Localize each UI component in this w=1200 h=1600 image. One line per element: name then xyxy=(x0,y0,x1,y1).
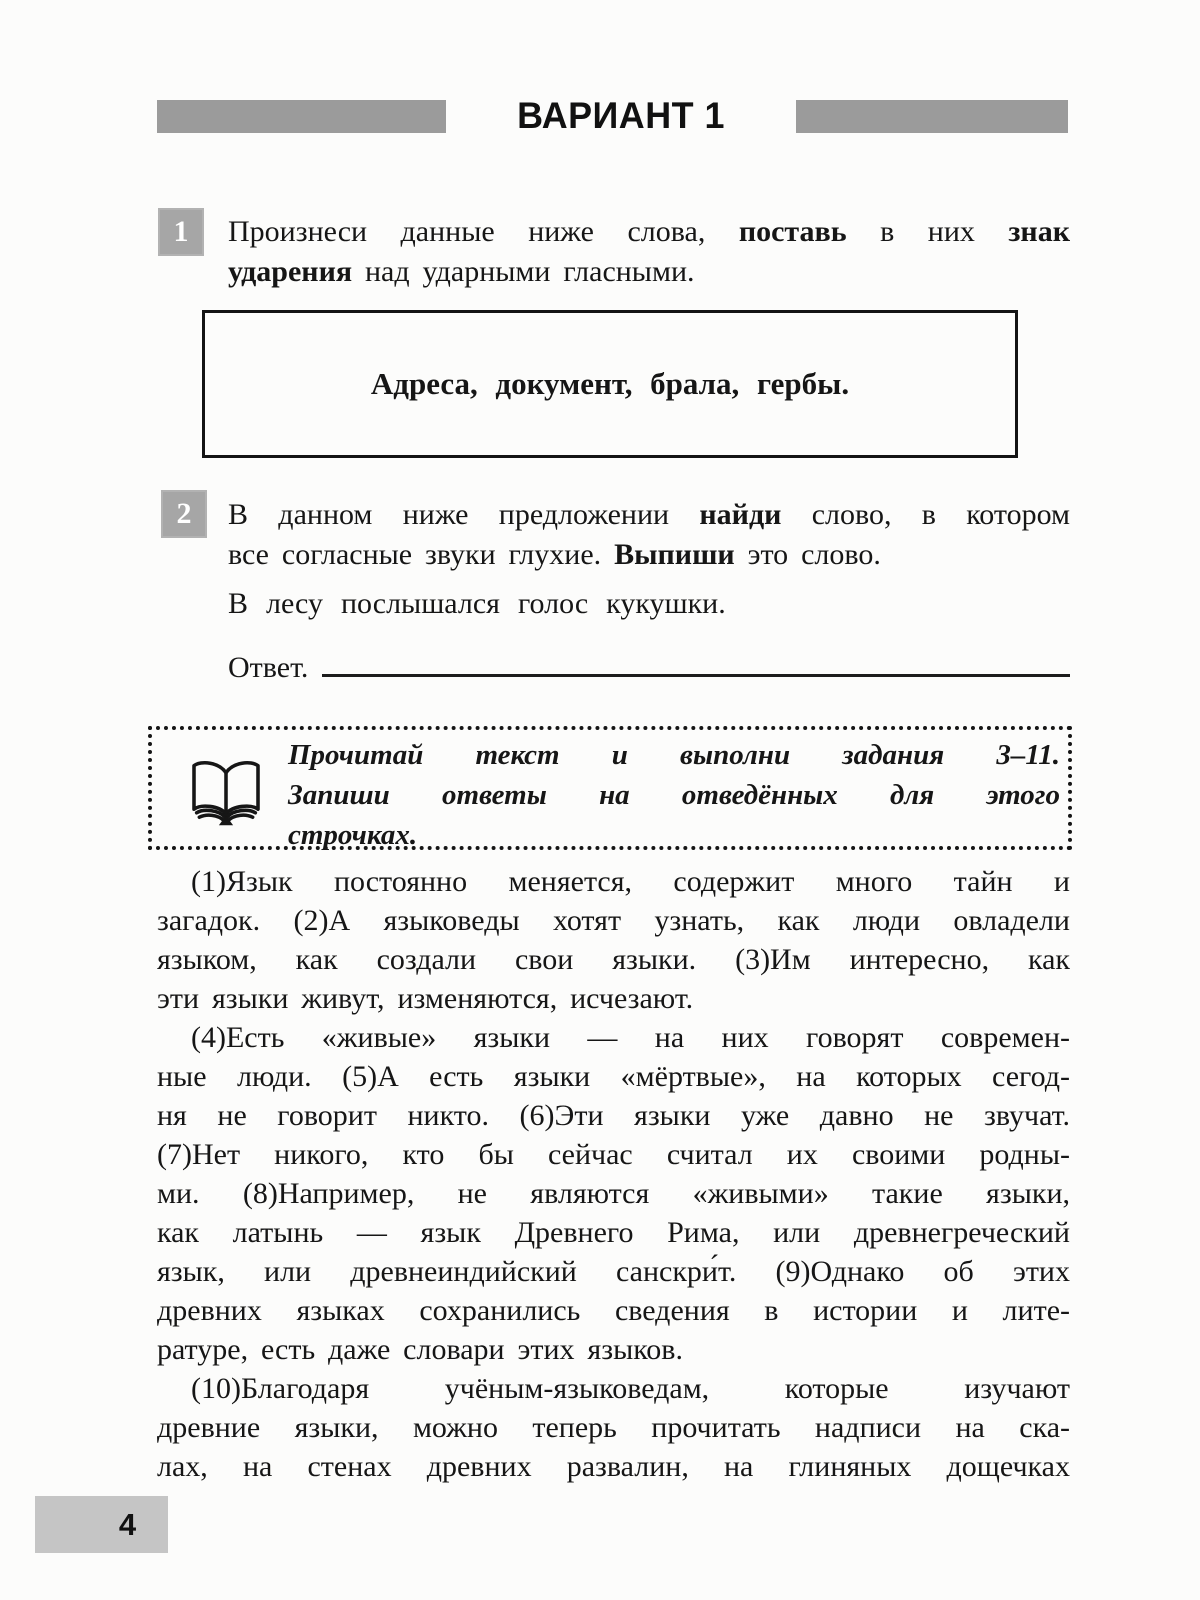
prompt-text: В данном ниже предложении xyxy=(228,498,670,531)
text-line: ми. (8)Например, не являются «живыми» такие языки, xyxy=(157,1177,1070,1210)
text-line: (1)Язык постоянно меняется, содержит много тайн и xyxy=(191,865,1070,898)
prompt-bold-text: Выпиши xyxy=(614,538,735,571)
instruction-line: строчках. xyxy=(288,819,418,851)
text-line: язык, или древнеиндийский санскри́т. (9)Однако об этих xyxy=(157,1255,1070,1288)
page-header xyxy=(157,95,1068,137)
answer-blank-line xyxy=(322,647,1070,677)
reading-text xyxy=(157,862,1070,1486)
task-2-sentence: В лесу послышался голос кукушки. xyxy=(228,587,726,620)
page-number-box xyxy=(35,1496,168,1553)
instruction-box xyxy=(148,726,1072,850)
header-bar-left xyxy=(157,100,446,133)
instruction-line: Прочитай текст и выполни задания 3–11. xyxy=(288,739,1060,771)
words-box-text: Адреса, документ, брала, гербы. xyxy=(370,366,850,401)
prompt-bold-text: найди xyxy=(699,498,782,531)
prompt-bold-text: ударения xyxy=(228,255,353,288)
prompt-text: Произнеси данные ниже слова, xyxy=(228,215,706,248)
prompt-bold-text: знак xyxy=(1008,215,1071,248)
prompt-text: слово, в котором xyxy=(811,498,1071,531)
text-line: древних языках сохранились сведения в истории и лите- xyxy=(157,1294,1070,1327)
header-bar-right xyxy=(796,100,1068,133)
text-line: эти языки живут, изменяются, исчезают. xyxy=(157,982,694,1015)
text-line: ратуре, есть даже словари этих языков. xyxy=(157,1333,683,1366)
text-line: (4)Есть «живые» языки — на них говорят современ- xyxy=(191,1021,1070,1054)
text-line: ные люди. (5)А есть языки «мёртвые», на которых сегод- xyxy=(157,1060,1070,1093)
text-line: (10)Благодаря учёным-языковедам, которые изучают xyxy=(191,1372,1070,1405)
prompt-text: в них xyxy=(880,215,975,248)
prompt-bold-text: поставь xyxy=(738,215,847,248)
instruction-line: Запиши ответы на отведённых для этого xyxy=(288,779,1060,811)
task-1-prompt-line-1 xyxy=(228,212,1070,252)
text-line: (7)Нет никого, кто бы сейчас считал их своими родны- xyxy=(157,1138,1070,1171)
text-line: как латынь — язык Древнего Рима, или древнегреческий xyxy=(157,1216,1070,1249)
prompt-text: над ударными гласными. xyxy=(365,255,695,288)
task-1-number-badge: 1 xyxy=(158,208,204,256)
text-line: лах, на стенах древних развалин, на глиняных дощечках xyxy=(157,1450,1070,1483)
text-line: языком, как создали свои языки. (3)Им интересно, как xyxy=(157,943,1070,976)
prompt-text: это слово. xyxy=(747,538,881,571)
text-line: ня не говорит никто. (6)Эти языки уже давно не звучат. xyxy=(157,1099,1070,1132)
task-1-prompt xyxy=(228,212,1070,292)
task-2-prompt xyxy=(228,495,1070,575)
task-2-number-badge: 2 xyxy=(161,490,207,538)
variant-title: ВАРИАНТ 1 xyxy=(517,95,725,136)
instruction-text xyxy=(288,735,1060,855)
open-book-icon xyxy=(186,752,266,838)
prompt-text: все согласные звуки глухие. xyxy=(228,538,602,571)
task-2-prompt-line-1 xyxy=(228,495,1070,535)
task-2-prompt-line-2 xyxy=(228,535,1070,575)
task-2-answer-row xyxy=(228,647,1070,685)
text-line: загадок. (2)А языковеды хотят узнать, как люди овладели xyxy=(157,904,1070,937)
text-line: древние языки, можно теперь прочитать надписи на ска- xyxy=(157,1411,1070,1444)
page-number: 4 xyxy=(118,1506,137,1542)
answer-label: Ответ. xyxy=(228,651,309,684)
task-1-words-box xyxy=(202,310,1018,458)
task-1-prompt-line-2 xyxy=(228,252,1070,292)
